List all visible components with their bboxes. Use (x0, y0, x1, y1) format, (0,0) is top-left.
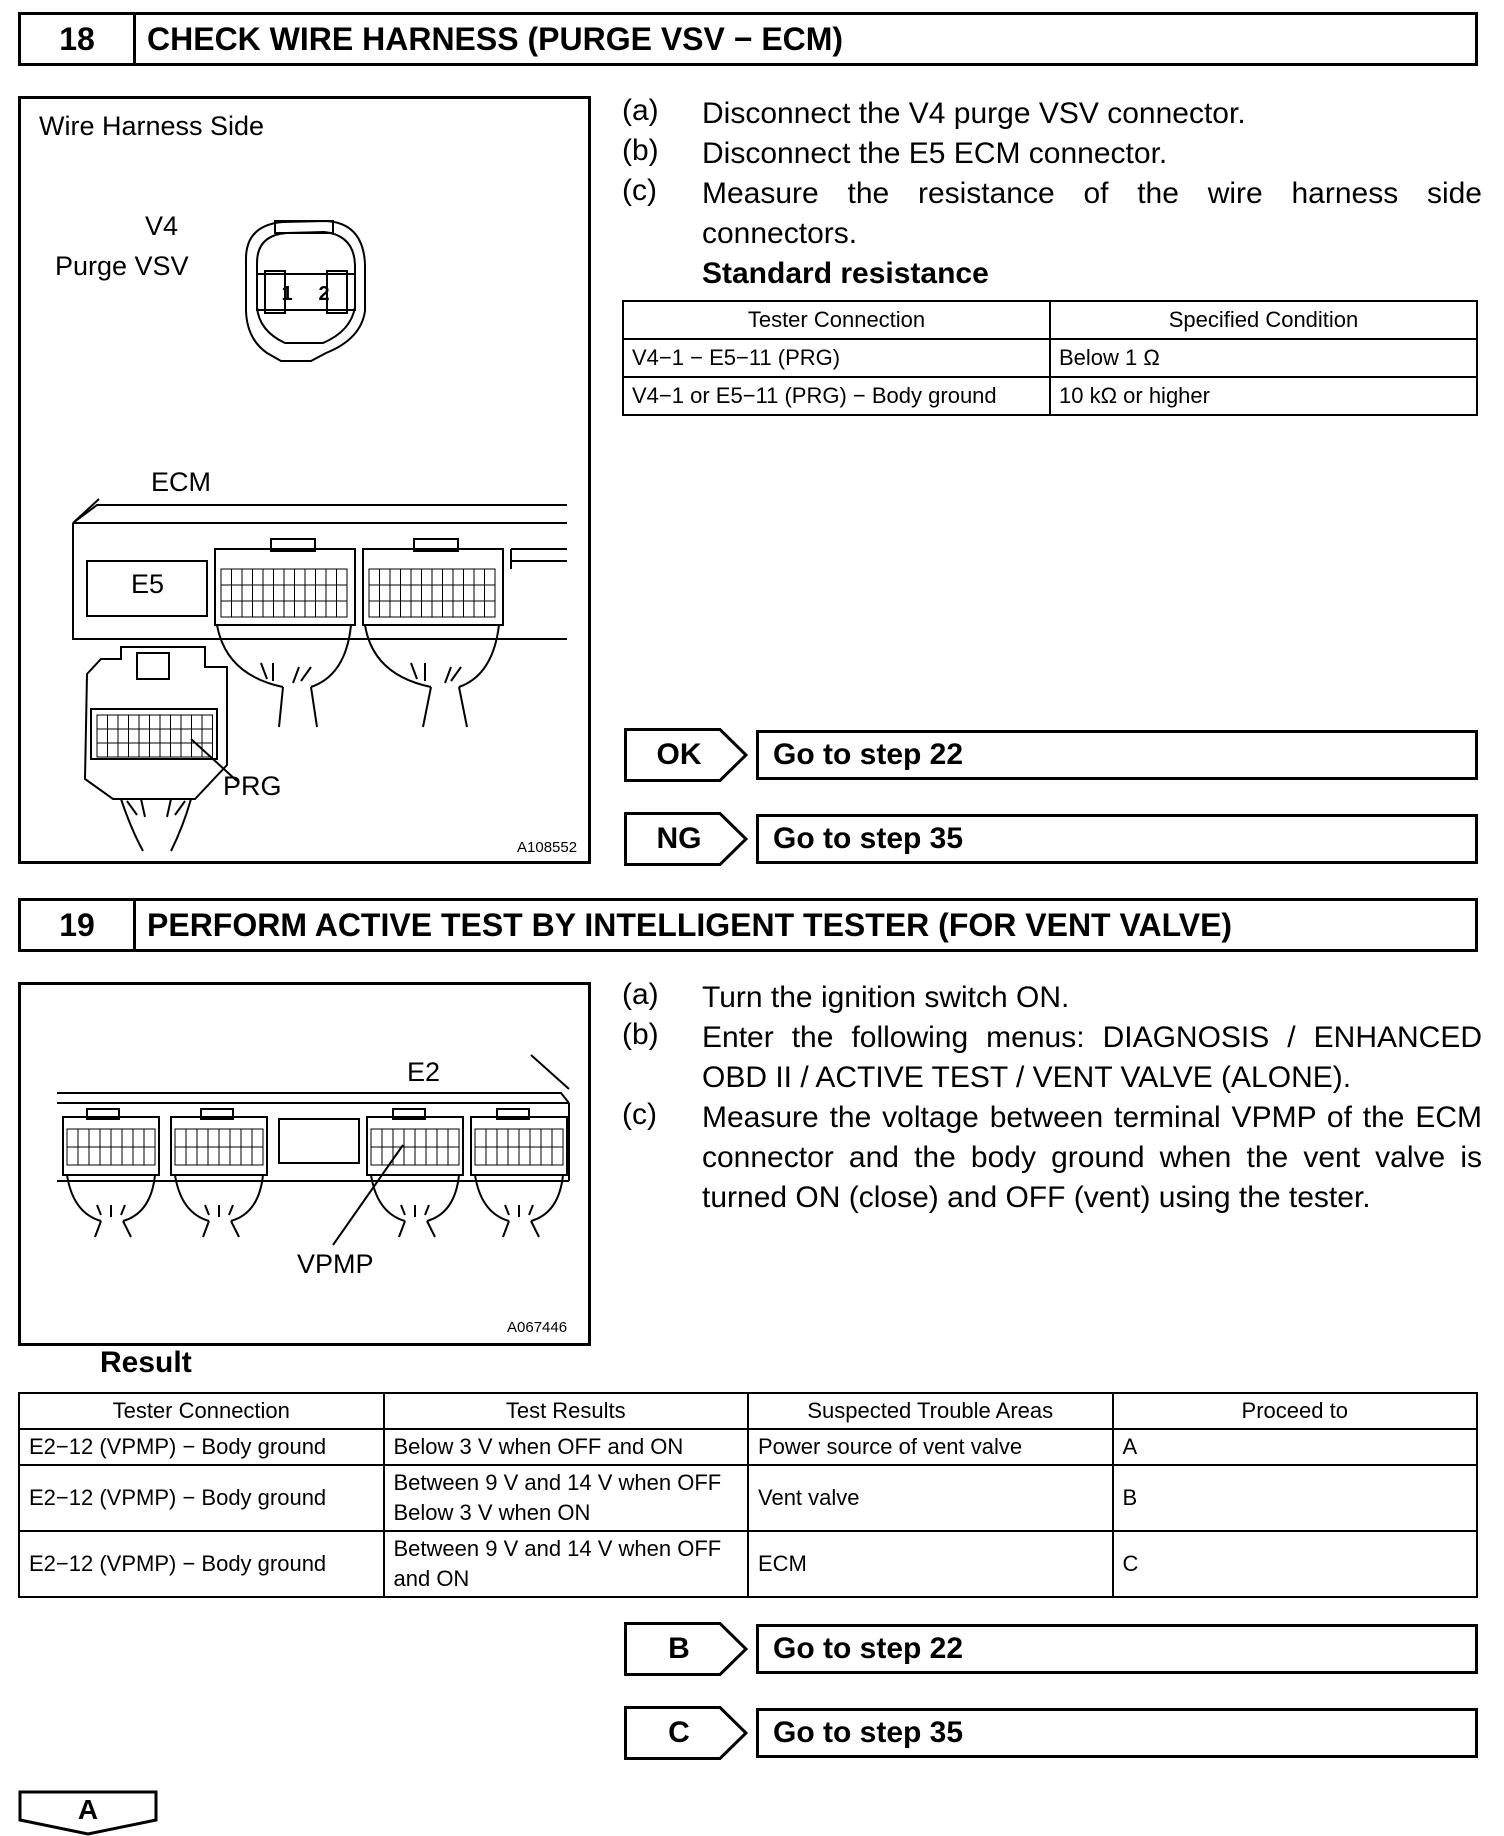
instruction-letter: (b) (622, 134, 659, 167)
table-cell: Below 1 Ω (1050, 339, 1477, 377)
table-cell: Below 3 V when OFF and ON (384, 1429, 749, 1465)
vpmp-label: VPMP (297, 1249, 374, 1279)
result-heading: Result (100, 1346, 192, 1379)
v4-connector-icon (246, 221, 365, 361)
step-19-title: PERFORM ACTIVE TEST BY INTELLIGENT TESTER (FOR VENT VALVE) (147, 906, 1233, 943)
instruction-letter: (a) (622, 94, 659, 127)
instruction-letter: (c) (622, 1098, 657, 1131)
go-to-step-35-link[interactable]: Go to step 35 (756, 1708, 1478, 1758)
table-cell: E2−12 (VPMP) − Body ground (19, 1531, 384, 1597)
step-19-header (18, 898, 1478, 952)
step-19-instructions (622, 978, 1482, 1218)
step-19-figure (18, 982, 591, 1346)
step-18-figure (18, 96, 591, 864)
table-header: Specified Condition (1050, 301, 1477, 339)
table-cell (384, 1465, 749, 1531)
instruction-letter: (b) (622, 1018, 659, 1051)
ecm-connector-label: E5 (131, 569, 165, 599)
table-row (623, 339, 1477, 377)
ecm-label: ECM (151, 467, 211, 497)
go-to-step-22-link[interactable]: Go to step 22 (756, 730, 1478, 780)
table-header: Tester Connection (623, 301, 1050, 339)
step-19-number: 19 (21, 901, 136, 949)
standard-resistance-table (622, 300, 1478, 416)
step-18-header (18, 12, 1478, 66)
step-18-title: CHECK WIRE HARNESS (PURGE VSV − ECM) (147, 20, 844, 57)
table-cell: Power source of vent valve (748, 1429, 1113, 1465)
ng-tag-label: NG (656, 822, 702, 855)
instruction-letter: (a) (622, 978, 659, 1011)
ok-tag-label: OK (656, 738, 702, 771)
figure-code: A108552 (517, 839, 578, 856)
go-to-step-22-link[interactable]: Go to step 22 (756, 1624, 1478, 1674)
c-tag (624, 1706, 748, 1760)
prg-label: PRG (223, 771, 282, 801)
table-cell: V4−1 − E5−11 (PRG) (623, 339, 1050, 377)
harness-drawing (21, 99, 588, 861)
table-cell (384, 1531, 749, 1597)
result-line: Between 9 V and 14 V when OFF (393, 1536, 722, 1561)
ecm-drawing (21, 985, 588, 1343)
table-row (19, 1429, 1477, 1465)
e2-label: E2 (407, 1057, 441, 1087)
table-cell: E2−12 (VPMP) − Body ground (19, 1465, 384, 1531)
standard-resistance-heading: Standard resistance (702, 257, 989, 290)
result-line: and ON (393, 1566, 470, 1591)
result-line: Below 3 V when ON (393, 1500, 591, 1525)
table-cell: B (1113, 1465, 1478, 1531)
table-header: Suspected Trouble Areas (748, 1393, 1113, 1429)
result-line: Between 9 V and 14 V when OFF (393, 1470, 722, 1495)
b-tag-label: B (668, 1632, 690, 1665)
continue-a-label: A (77, 1794, 99, 1825)
table-cell: ECM (748, 1531, 1113, 1597)
ng-tag (624, 812, 748, 866)
connector-name: V4 (145, 211, 179, 241)
instruction-text: Disconnect the E5 ECM connector. (702, 137, 1168, 170)
table-row (19, 1531, 1477, 1597)
connector-desc: Purge VSV (55, 251, 189, 281)
b-tag (624, 1622, 748, 1676)
table-header: Test Results (384, 1393, 749, 1429)
figure-caption: Wire Harness Side (39, 111, 265, 141)
instruction-text: Measure the voltage between terminal VPMP of the ECM connector and the body ground when the vent valve is turned ON (close) and OFF (vent) using the tester. (702, 1101, 1482, 1214)
instruction-text: Disconnect the V4 purge VSV connector. (702, 97, 1246, 130)
table-cell: 10 kΩ or higher (1050, 377, 1477, 415)
ok-tag (624, 728, 748, 782)
table-cell: V4−1 or E5−11 (PRG) − Body ground (623, 377, 1050, 415)
v4-pin-1: 1 (281, 283, 293, 305)
table-row (19, 1465, 1477, 1531)
c-tag-label: C (668, 1716, 690, 1749)
instruction-text: Turn the ignition switch ON. (702, 981, 1070, 1014)
step-18-instructions (622, 94, 1482, 294)
figure-code: A067446 (507, 1319, 568, 1336)
instruction-text: Measure the resistance of the wire harness side connectors. (702, 177, 1482, 250)
go-to-step-35-link[interactable]: Go to step 35 (756, 814, 1478, 864)
result-table (18, 1392, 1478, 1598)
instruction-letter: (c) (622, 174, 657, 207)
step-18-number: 18 (21, 15, 136, 63)
v4-pin-2: 2 (318, 283, 330, 305)
instruction-text: Enter the following menus: DIAGNOSIS / ENHANCED OBD II / ACTIVE TEST / VENT VALVE (ALONE). (702, 1021, 1482, 1094)
table-row (623, 377, 1477, 415)
table-cell: C (1113, 1531, 1478, 1597)
table-cell: E2−12 (VPMP) − Body ground (19, 1429, 384, 1465)
table-header: Tester Connection (19, 1393, 384, 1429)
table-header: Proceed to (1113, 1393, 1478, 1429)
table-cell: Vent valve (748, 1465, 1113, 1531)
continue-a-tag[interactable] (18, 1790, 158, 1836)
table-cell: A (1113, 1429, 1478, 1465)
